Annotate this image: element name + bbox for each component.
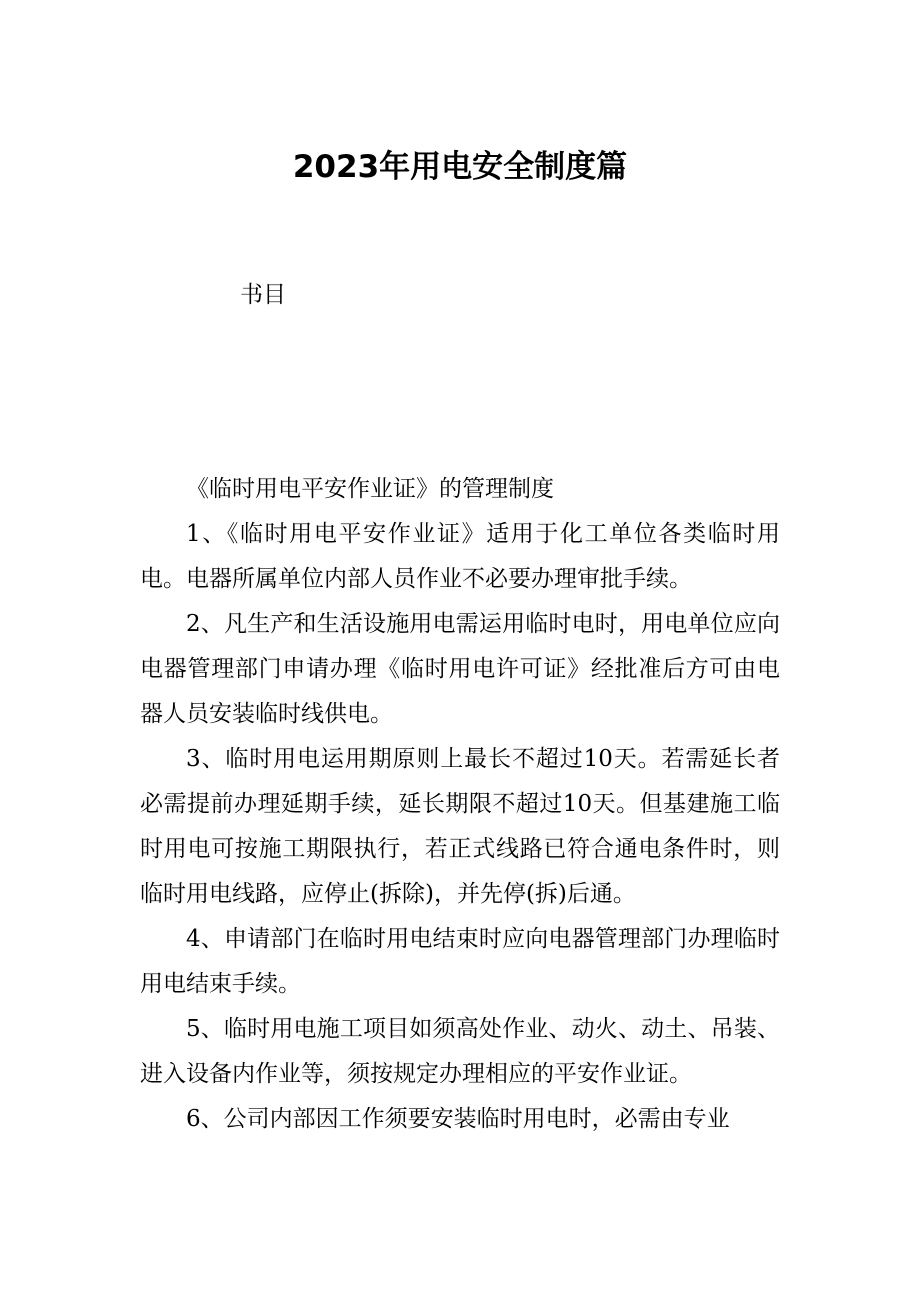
document-body [140,467,780,1142]
table-of-contents-label: 书目 [240,282,286,308]
paragraph-4: 4、申请部门在临时用电结束时应向电器管理部门办理临时用电结束手续。 [140,926,780,997]
paragraph-2: 2、凡生产和生活设施用电需运用临时电时，用电单位应向电器管理部门申请办理《临时用电许可证》经批准后方可由电器人员安装临时线供电。 [140,611,780,727]
paragraph-6: 6、公司内部因工作须要安装临时用电时，必需由专业 [186,1106,730,1132]
paragraph-1: 1、《临时用电平安作业证》适用于化工单位各类临时用电。电器所属单位内部人员作业不必要办理审批手续。 [140,521,780,592]
section-heading: 《临时用电平安作业证》的管理制度 [186,476,554,502]
paragraph-3: 3、临时用电运用期原则上最长不超过10天。若需延长者必需提前办理延期手续，延长期限不超过10天。但基建施工临时用电可按施工期限执行，若正式线路已符合通电条件时，则临时用电线路，应停止(拆除)，并先停(拆)后通。 [140,746,780,907]
document-title: 2023年用电安全制度篇 [292,149,628,185]
paragraph-5: 5、临时用电施工项目如须高处作业、动火、动土、吊装、进入设备内作业等，须按规定办理相应的平安作业证。 [140,1016,780,1087]
